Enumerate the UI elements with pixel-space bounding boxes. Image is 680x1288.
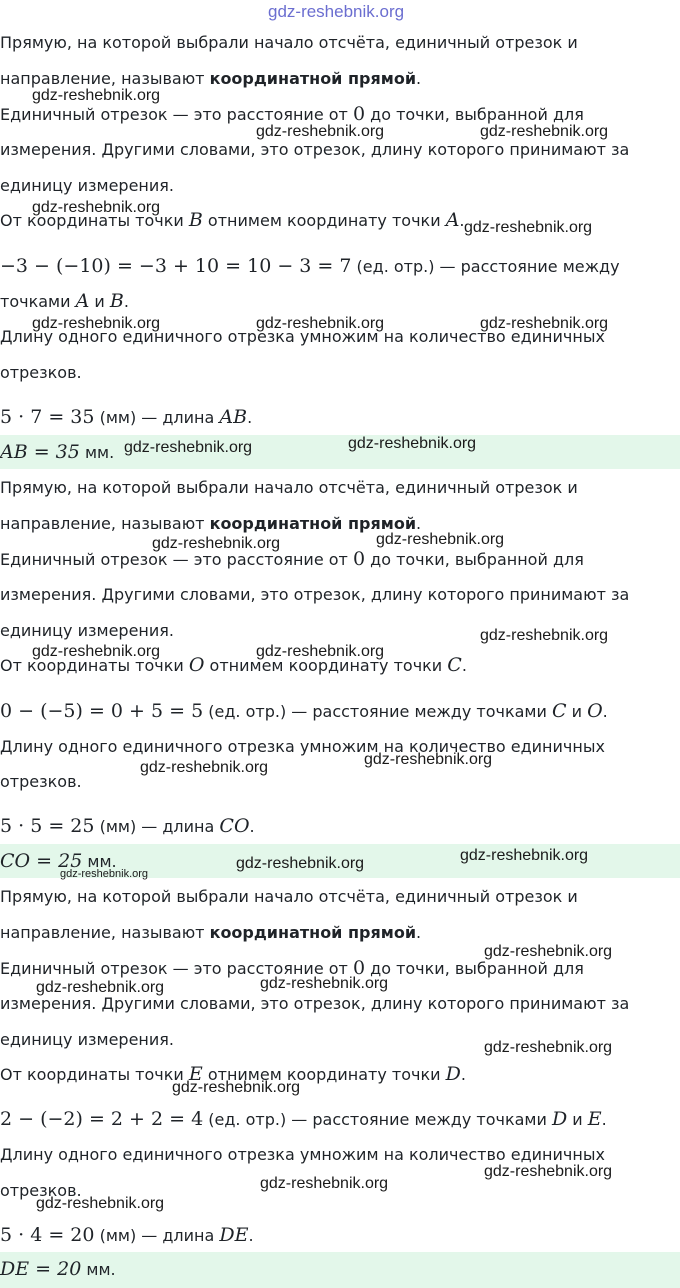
watermark: gdz-reshebnik.org (32, 199, 161, 216)
step-text: отрезков. (0, 363, 82, 382)
watermark: gdz-reshebnik.org (480, 123, 609, 140)
watermark: gdz-reshebnik.org (348, 435, 477, 452)
watermark: gdz-reshebnik.org (260, 1175, 389, 1192)
watermark: gdz-reshebnik.org (256, 123, 385, 140)
watermark: gdz-reshebnik.org (36, 1195, 165, 1212)
watermark: gdz-reshebnik.org (364, 751, 493, 768)
equation-line: −3 − (−10) = −3 + 10 = 10 − 3 = 7 (ед. отр.) — расстояние между (0, 255, 620, 277)
answer-box: CO = 25 мм. (0, 844, 680, 878)
definition-text: единицу измерения. (0, 621, 174, 640)
intro-text: направление, называют координатной прямой. (0, 923, 422, 942)
equation-line: 5 · 5 = 25 (мм) — длина CO. (0, 815, 255, 837)
watermark: gdz-reshebnik.org (32, 315, 161, 332)
equation-line: 5 · 7 = 35 (мм) — длина AB. (0, 406, 253, 428)
term-bold: координатной прямой (209, 69, 417, 88)
step-text: отрезков. (0, 772, 82, 791)
equation-line: 2 − (−2) = 2 + 2 = 4 (ед. отр.) — расстояние между точками D и E. (0, 1108, 607, 1130)
watermark: gdz-reshebnik.org (124, 439, 253, 456)
step-text: точками A и B. (0, 290, 129, 312)
step-text: От координаты точки B отнимем координату точки A. (0, 209, 465, 231)
watermark: gdz-reshebnik.org (480, 627, 609, 644)
step-text: Длину одного единичного отрезка умножим на количество единичных (0, 737, 605, 756)
watermark: gdz-reshebnik.org (484, 943, 613, 960)
definition-text: Единичный отрезок — это расстояние от 0 до точки, выбранной для (0, 957, 584, 979)
intro-text: Прямую, на которой выбрали начало отсчёта, единичный отрезок и (0, 887, 578, 906)
answer-box: AB = 35 мм. (0, 435, 680, 469)
watermark: gdz-reshebnik.org (484, 1039, 613, 1056)
definition-text: измерения. Другими словами, это отрезок, длину которого принимают за (0, 140, 630, 159)
watermark: gdz-reshebnik.org (32, 643, 161, 660)
intro-text: Прямую, на которой выбрали начало отсчёта, единичный отрезок и (0, 478, 578, 497)
definition-text: единицу измерения. (0, 176, 174, 195)
watermark: gdz-reshebnik.org (480, 315, 609, 332)
step-text: Длину одного единичного отрезка умножим на количество единичных (0, 327, 605, 346)
intro-text: направление, называют координатной прямой. (0, 69, 422, 88)
step-text: От координаты точки E отнимем координату точки D. (0, 1063, 466, 1085)
intro-text: Прямую, на которой выбрали начало отсчёта, единичный отрезок и (0, 33, 578, 52)
intro-text: направление, называют координатной прямой. (0, 514, 422, 533)
definition-text: измерения. Другими словами, это отрезок, длину которого принимают за (0, 585, 630, 604)
step-text: Длину одного единичного отрезка умножим на количество единичных (0, 1145, 605, 1164)
watermark: gdz-reshebnik.org (172, 1079, 301, 1096)
definition-text: единицу измерения. (0, 1030, 174, 1049)
watermark: gdz-reshebnik.org (464, 219, 593, 236)
watermark: gdz-reshebnik.org (32, 87, 161, 104)
step-text: отрезков. (0, 1181, 82, 1200)
equation-line: 5 · 4 = 20 (мм) — длина DE. (0, 1224, 254, 1246)
watermark: gdz-reshebnik.org (256, 643, 385, 660)
answer-box: DE = 20 мм. (0, 1252, 680, 1288)
watermark: gdz-reshebnik.org (268, 2, 405, 21)
watermark: gdz-reshebnik.org (152, 535, 281, 552)
equation-line: 0 − (−5) = 0 + 5 = 5 (ед. отр.) — расстояние между точками C и O. (0, 700, 608, 722)
watermark: gdz-reshebnik.org (460, 847, 589, 864)
watermark: gdz-reshebnik.org (36, 979, 165, 996)
watermark: gdz-reshebnik.org (236, 855, 365, 872)
watermark: gdz-reshebnik.org (260, 975, 389, 992)
watermark: gdz-reshebnik.org (376, 531, 505, 548)
term-bold: координатной прямой (209, 923, 417, 942)
term-bold: координатной прямой (209, 514, 417, 533)
step-text: От координаты точки O отнимем координату точки C. (0, 654, 467, 676)
definition-text: Единичный отрезок — это расстояние от 0 до точки, выбранной для (0, 103, 584, 125)
watermark: gdz-reshebnik.org (484, 1163, 613, 1180)
watermark: gdz-reshebnik.org (60, 868, 149, 880)
watermark: gdz-reshebnik.org (256, 315, 385, 332)
watermark: gdz-reshebnik.org (140, 759, 269, 776)
definition-text: Единичный отрезок — это расстояние от 0 до точки, выбранной для (0, 548, 584, 570)
definition-text: измерения. Другими словами, это отрезок, длину которого принимают за (0, 994, 630, 1013)
